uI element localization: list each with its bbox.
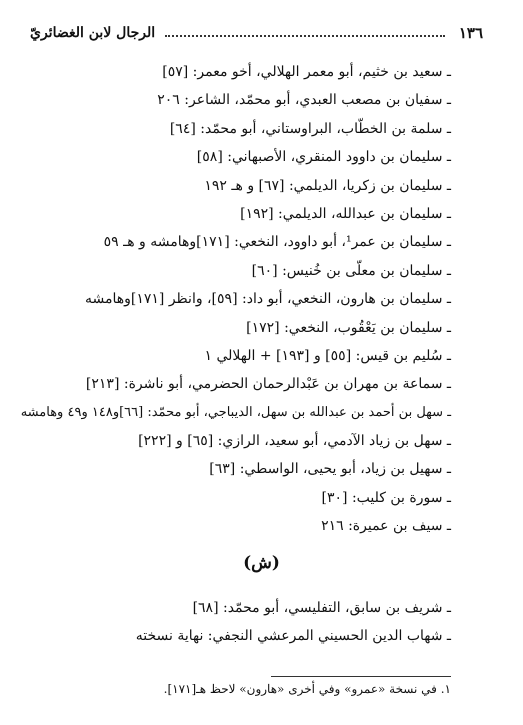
index-entry: ـ سليمان بن يَعْقُوب، النخعي: [١٧٢] [246, 319, 451, 336]
index-entry: ـ سُليم بن قيس: [٥٥] و [١٩٣] + الهلالي ١ [204, 347, 451, 364]
index-entry: ـ سليمان بن زكريا، الديلمي: [٦٧] و هـ ١٩٢ [204, 177, 451, 194]
page-number: ١٣٦ [458, 24, 483, 42]
index-entry: ـ سفيان بن مصعب العبدي، أبو محمّد، الشاعر: ٢٠٦ [157, 92, 451, 109]
index-entry: ـ سعيد بن خثيم، أبو معمر الهلالي، أخو معمر: [٥٧] [162, 64, 451, 80]
dotted-leader [165, 35, 445, 37]
running-title: الرجال لابن الغضائريّ [30, 25, 156, 41]
index-entry: ـ سهيل بن زياد، أبو يحيى، الواسطي: [٦٣] [209, 461, 451, 478]
footnote: ١. في نسخة «عمرو» وفي أخرى «هارون» لاحظ هـ[١٧١]. [163, 682, 451, 696]
footnote-divider [271, 676, 451, 677]
index-entry: ـ سلمة بن الخطّاب، البراوستاني، أبو محمّد: [٦٤] [169, 120, 451, 137]
index-entry: ـ سهل بن أحمد بن عبدالله بن سهل، الديباجي، أبو محمّد: [٦٦]و١٤٨ و٤٩ وهامشه [20, 404, 451, 420]
section-heading: (ش) [243, 553, 280, 573]
index-entry: ـ سليمان بن داوود المنقري، الأصبهاني: [٥٨] [196, 149, 451, 166]
index-entry: ـ سورة بن كليب: [٣٠] [321, 489, 451, 506]
index-entry: ـ شريف بن سابق، التفليسي، أبو محمّد: [٦٨] [192, 600, 451, 616]
index-entry: ـ سليمان بن عبدالله، الديلمي: [١٩٢] [240, 205, 451, 222]
index-entries [11, 58, 451, 541]
index-entries-section-shin [11, 594, 451, 650]
index-entry: ـ سليمان بن معلّى بن خُنيس: [٦٠] [251, 262, 451, 279]
index-entry: ـ سماعة بن مهران بن عَبْدالرحمان الحضرمي، أبو ناشرة: [٢١٣] [85, 376, 451, 393]
page-header [30, 22, 483, 44]
index-entry: ـ سليمان بن هارون، النخعي، أبو داد: [٥٩]، وانظر [١٧١]وهامشه [84, 291, 451, 308]
index-entry: ـ شهاب الدين الحسيني المرعشي النجفي: نهاية نسخته [135, 628, 451, 644]
index-entry: ـ سهل بن زياد الآدمي، أبو سعيد، الرازي: [٦٥] و [٢٢٢] [138, 433, 451, 450]
index-entry: ـ سليمان بن عمر¹، أبو داوود، النخعي: [١٧١]وهامشه و هـ ٥٩ [103, 234, 451, 251]
index-entry: ـ سيف بن عميرة: ٢١٦ [321, 518, 451, 535]
